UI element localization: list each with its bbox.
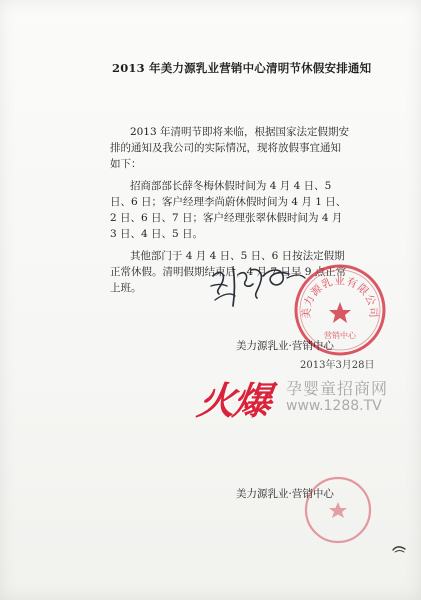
watermark-url: www.1288.TV [286,398,382,414]
svg-text:营销中心: 营销中心 [324,331,356,340]
scan-mark-icon [392,544,406,554]
signature-date: 2013年3月28日 [300,360,375,371]
faded-seal-impression [302,474,374,546]
signature-organization: 美力源乳业·营销中心 [236,340,334,352]
footer-organization: 美力源乳业·营销中心 [236,488,334,500]
svg-text:美力源乳业有限公司: 美力源乳业有限公司 [300,275,380,319]
paragraph-other-departments: 其他部门于 4 月 4 日、5 日、6 日按法定假期正常休假。清明假期结束后，4 月 7 日早 9 点正常上班。 [110,250,347,294]
paragraph-intro: 2013 年清明节即将来临，根据国家法定假期安排的通知及我公司的实际情况，现将放假事宜通知如下： [110,126,349,170]
site-watermark [194,370,413,423]
watermark-brand: 火爆 [194,379,273,423]
document-title: 2013 年美力源乳业营销中心清明节休假安排通知 [112,61,372,75]
watermark-tagline: 孕婴童招商网 [286,379,389,398]
paragraph-schedule: 招商部部长薛冬梅休假时间为 4 月 4 日、5 日、6 日；客户经理李尚蔚休假时间为 4 月 1 日、2 日、6 日、7 日；客户经理张翠休假时间为 4 月 3 日、4 日、5 日。 [110,180,347,240]
